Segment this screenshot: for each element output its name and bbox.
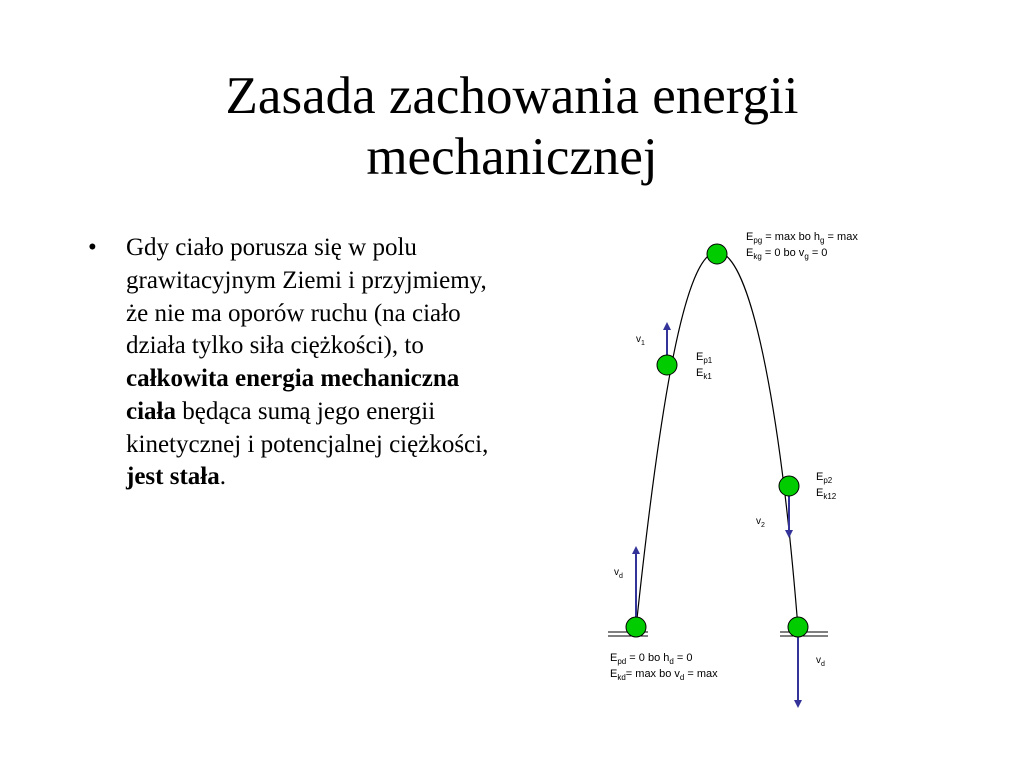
ball-point-2: [779, 476, 799, 496]
label-v2: $v_2$: [756, 516, 765, 529]
bullet-text: [126, 232, 506, 494]
trajectory-curve: [636, 252, 798, 628]
label-bottom-line-1: $E_{pd} = 0$ bo $h_d = 0$: [610, 652, 693, 666]
label-vd-right: $v_d$: [816, 655, 825, 668]
bullet-bold-part-1: całkowita energia mechaniczna ciała: [126, 365, 460, 425]
label-ek2: $E_{k12}$: [816, 487, 837, 501]
bullet-text-part-2: będąca sumą jego energii kinetycznej i potencjalnej ciężkości,: [126, 397, 489, 458]
slide-title: [60, 66, 964, 188]
ball-bottom-left: [626, 617, 646, 637]
trajectory-diagram: [600, 222, 900, 722]
label-top-line-2: $E_{kg} = 0$ bo $v_g = 0$: [746, 247, 828, 261]
label-v1: $v_1$: [636, 334, 645, 347]
bullet-text-part-1: Gdy ciało porusza się w polu grawitacyjnym Ziemi i przyjmiemy, że nie ma oporów ruchu (na ciało działa tylko siła ciężkości), to: [126, 234, 487, 360]
ball-bottom-right: [788, 617, 808, 637]
label-vd-left: $v_d$: [614, 567, 623, 580]
label-ek1: $E_{k1}$: [696, 367, 712, 381]
label-ep2: $E_{p2}$: [816, 471, 833, 485]
title-line-2: mechanicznej: [366, 127, 658, 186]
label-ep1: $E_{p1}$: [696, 351, 713, 365]
bullet-text-part-3: .: [219, 463, 226, 491]
bullet-bold-part-2: jest stała: [126, 463, 220, 491]
ball-point-1: [657, 355, 677, 375]
ball-top: [707, 244, 727, 264]
title-line-1: Zasada zachowania energii: [225, 67, 799, 125]
label-top-line-1: $E_{pg} = \max$ bo $h_g = \max$: [746, 231, 858, 245]
label-bottom-line-2: $E_{kd}= \max$ bo $v_d = \max$: [610, 668, 718, 682]
bullet-marker: •: [88, 234, 97, 261]
